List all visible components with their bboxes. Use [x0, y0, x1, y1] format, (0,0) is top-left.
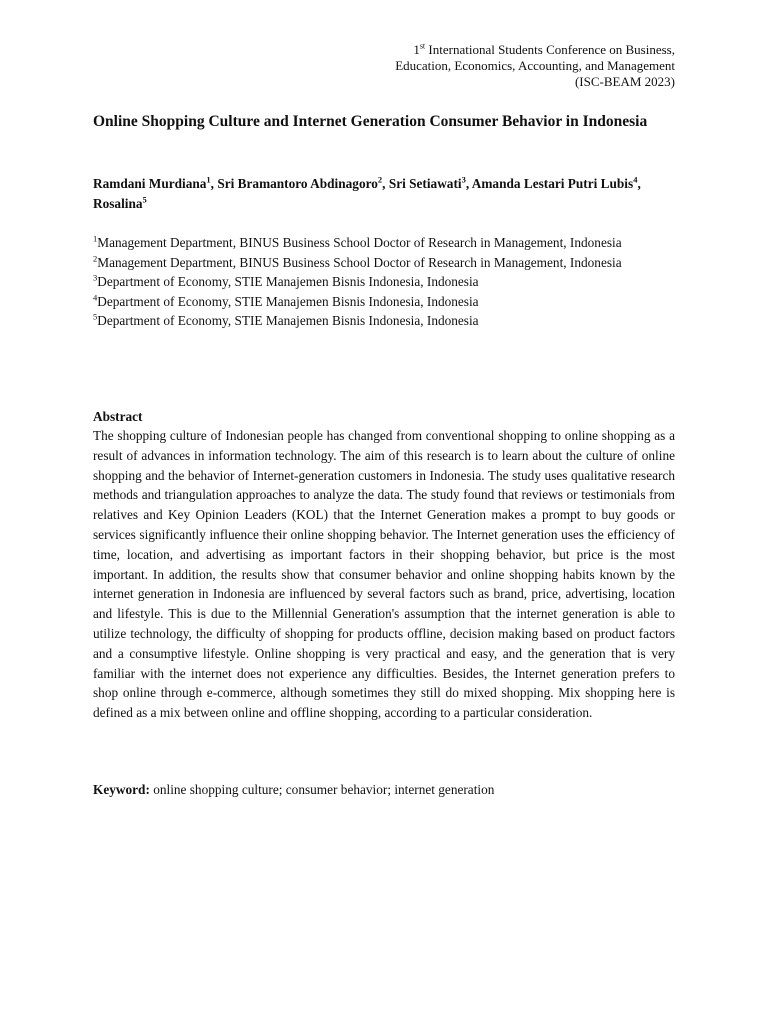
conference-line-1-text: International Students Conference on Business, — [425, 42, 675, 57]
author-name: Ramdani Murdiana — [93, 176, 207, 191]
author-separator: , — [465, 176, 472, 191]
author-affiliation-marker: 2 — [377, 174, 383, 185]
affiliation-marker: 1 — [93, 233, 98, 244]
author-affiliation-marker: 3 — [461, 174, 466, 185]
author-affiliation-marker: 5 — [142, 194, 147, 205]
affiliation-marker: 3 — [93, 272, 98, 283]
affiliation-text: Department of Economy, STIE Manajemen Bisnis Indonesia, Indonesia — [97, 293, 479, 309]
affiliation-item — [93, 311, 675, 331]
paper-title: Online Shopping Culture and Internet Generation Consumer Behavior in Indonesia — [93, 113, 648, 130]
conference-ordinal-number: 1 — [413, 42, 420, 57]
affiliation-text: Department of Economy, STIE Manajemen Bisnis Indonesia, Indonesia — [97, 274, 479, 289]
author-separator: , — [210, 176, 218, 191]
conference-ordinal-suffix: st — [419, 41, 426, 51]
conference-line-3: (ISC-BEAM 2023) — [574, 74, 675, 89]
author-list — [93, 174, 675, 214]
author-separator: , — [382, 176, 389, 191]
author-affiliation-marker: 4 — [633, 174, 638, 185]
author-name: Amanda Lestari Putri Lubis — [471, 176, 634, 191]
affiliation-marker: 2 — [93, 253, 98, 264]
affiliation-text: Department of Economy, STIE Manajemen Bisnis Indonesia, Indonesia — [97, 313, 479, 328]
author-name: Rosalina — [93, 196, 143, 211]
affiliation-text: Management Department, BINUS Business School Doctor of Research in Management, Indonesia — [97, 235, 622, 250]
affiliation-list — [93, 233, 675, 331]
affiliation-item — [93, 272, 675, 292]
abstract-heading: Abstract — [93, 409, 143, 424]
author-separator: , — [637, 176, 641, 191]
abstract-body: The shopping culture of Indonesian people has changed from conventional shopping to online shopping as a result of advances in information technology. The aim of this research is to learn about the culture of online shopping and the behavior of Internet-generation customers in Indonesia. The study uses qualitative research methods and triangulation approaches to analyze the data. The study found that reviews or testimonials from relatives and Key Opinion Leaders (KOL) that the Internet Generation makes a prompt to buy goods or services significantly influence their online shopping behavior. The Internet generation uses the efficiency of time, location, and advertising as important factors in their shopping behavior, but price is the most important. In addition, the results show that consumer behavior and online shopping habits known by the internet generation in Indonesia are influenced by several factors such as brand, price, advertising, location and lifestyle. This is due to the Millennial Generation's assumption that the internet generation is able to utilize technology, the difficulty of shopping for products offline, decision making based on product factors and a consumptive lifestyle. Online shopping is very practical and easy, and the generation that is very familiar with the internet does not experience any difficulties. Besides, the Internet generation prefers to shop online through e-commerce, although sometimes they still do mixed shopping. Mix shopping here is defined as a mix between online and offline shopping, according to a particular consideration. — [93, 428, 675, 721]
keywords-line — [93, 780, 675, 799]
affiliation-item — [93, 233, 675, 253]
affiliation-item — [93, 292, 675, 312]
author-name: Sri Bramantoro Abdinagoro — [217, 176, 378, 191]
conference-header — [275, 42, 675, 90]
conference-line-2: Education, Economics, Accounting, and Management — [395, 58, 675, 73]
conference-line-1 — [275, 42, 675, 58]
keywords-label: Keyword: — [93, 782, 150, 797]
author-name: Sri Setiawati — [388, 176, 462, 191]
affiliation-text: Management Department, BINUS Business School Doctor of Research in Management, Indonesia — [97, 254, 622, 270]
affiliation-marker: 4 — [93, 292, 98, 303]
affiliation-marker: 5 — [93, 311, 98, 322]
keywords-text: online shopping culture; consumer behavior; internet generation — [149, 782, 495, 797]
author-affiliation-marker: 1 — [206, 174, 211, 185]
affiliation-item — [93, 253, 675, 273]
